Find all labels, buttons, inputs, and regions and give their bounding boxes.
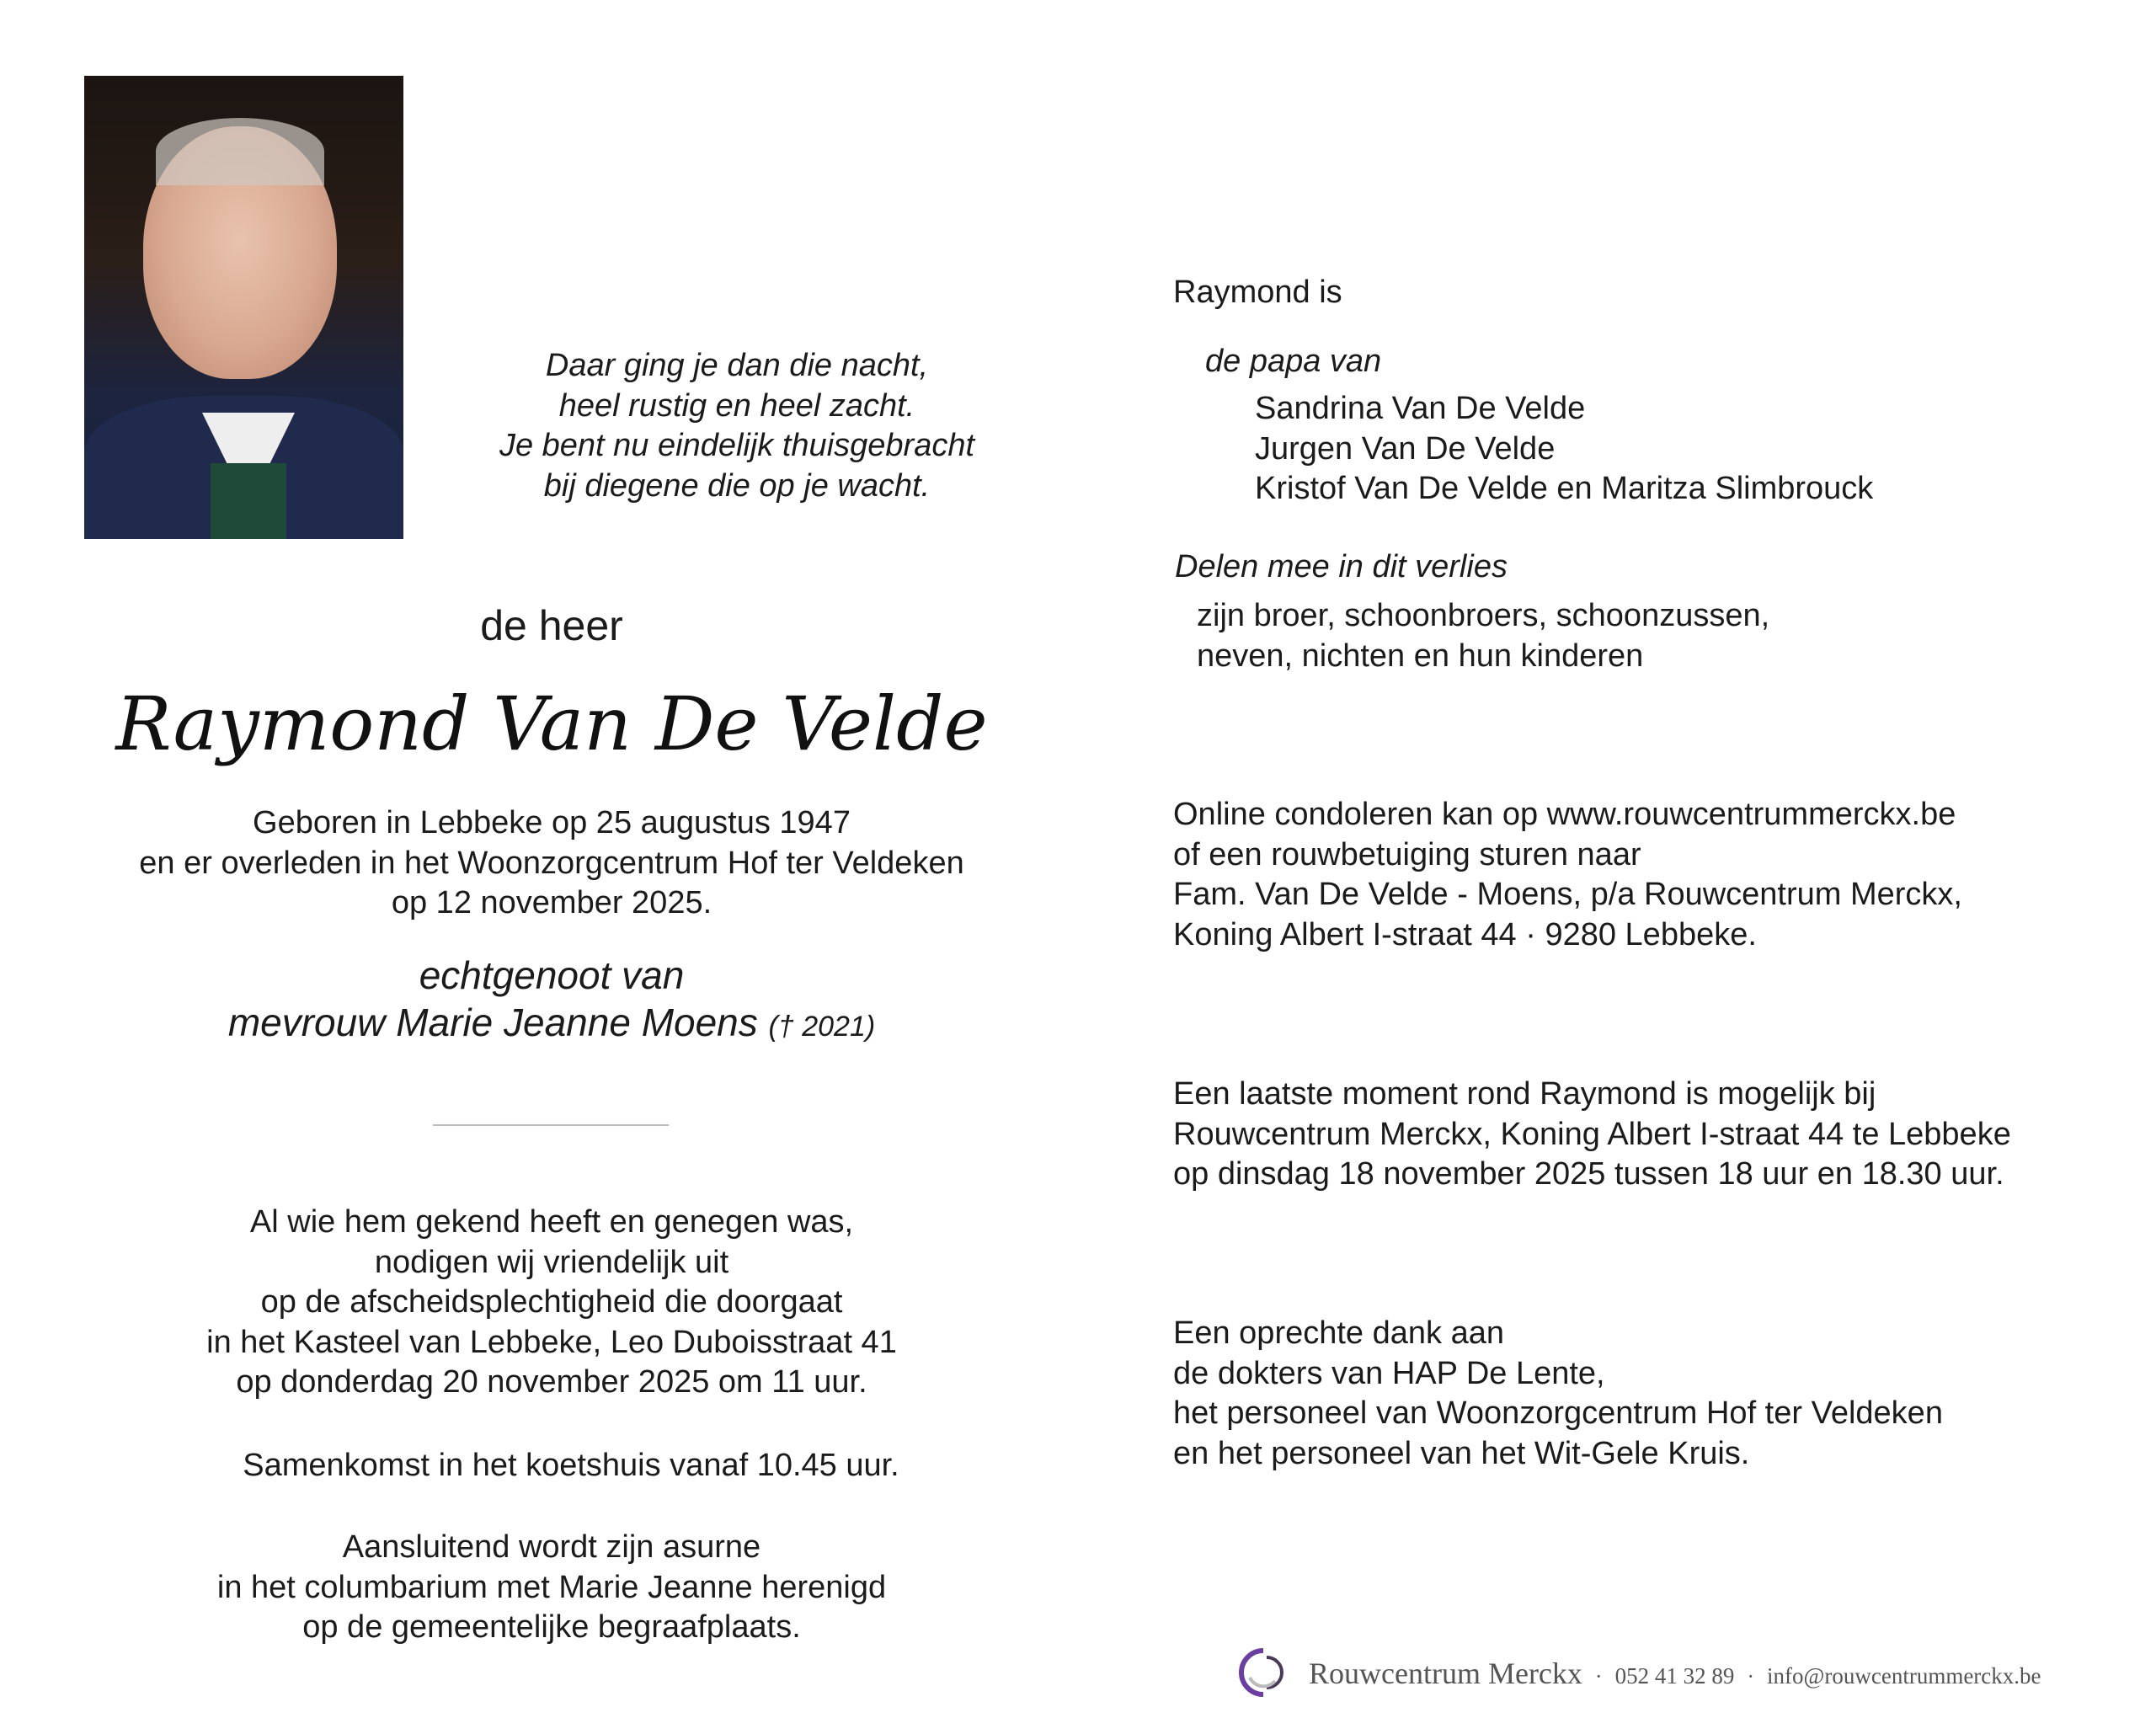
condolences-line: Fam. Van De Velde - Moens, p/a Rouwcentrum Merckx, bbox=[1173, 877, 1962, 913]
viewing-line: Rouwcentrum Merckx, Koning Albert I-straat 44 te Lebbeke bbox=[1173, 1116, 2011, 1152]
ceremony-line: in het Kasteel van Lebbeke, Leo Duboisstraat 41 bbox=[206, 1324, 897, 1360]
children-list bbox=[1255, 389, 1873, 510]
poem-line: Daar ging je dan die nacht, bbox=[545, 348, 929, 383]
ceremony-info bbox=[88, 1203, 1015, 1403]
viewing-line: Een laatste moment rond Raymond is mogelijk bij bbox=[1173, 1076, 1876, 1112]
spouse-name: mevrouw Marie Jeanne Moens bbox=[227, 1000, 758, 1044]
company-phone[interactable]: 052 41 32 89 bbox=[1614, 1663, 1735, 1689]
death-place-line: en er overleden in het Woonzorgcentrum Hof ter Veldeken bbox=[139, 845, 964, 881]
urn-info bbox=[88, 1528, 1015, 1648]
poem-line: heel rustig en heel zacht. bbox=[558, 387, 915, 424]
relatives-line: zijn broer, schoonbroers, schoonzussen, bbox=[1197, 598, 1770, 633]
children-label: de papa van bbox=[1205, 344, 1382, 379]
birth-death-info bbox=[46, 803, 1057, 924]
relatives-line: neven, nichten en hun kinderen bbox=[1197, 638, 1644, 674]
poem-line: Je bent nu eindelijk thuisgebracht bbox=[499, 428, 975, 464]
condolences-line: Online condoleren kan op www.rouwcentrummerckx.be bbox=[1173, 797, 1956, 832]
thanks-line: de dokters van HAP De Lente, bbox=[1173, 1355, 1605, 1391]
separator: · bbox=[1594, 1664, 1603, 1689]
urn-line: op de gemeentelijke begraafplaats. bbox=[302, 1609, 801, 1646]
viewing-line: op dinsdag 18 november 2025 tussen 18 uur en 18.30 uur. bbox=[1173, 1156, 2004, 1192]
viewing-info bbox=[1173, 1075, 2011, 1195]
poem bbox=[400, 346, 1074, 506]
gathering-info: Samenkomst in het koetshuis vanaf 10.45 uur. bbox=[243, 1448, 899, 1483]
thanks-info bbox=[1173, 1314, 1943, 1474]
deceased-name: Raymond Van De Velde bbox=[115, 680, 988, 767]
spouse-intro: echtgenoot van bbox=[419, 953, 685, 997]
company-logo-icon bbox=[1238, 1647, 1289, 1698]
family-intro: Raymond is bbox=[1173, 275, 1342, 310]
ceremony-line: nodigen wij vriendelijk uit bbox=[374, 1244, 729, 1280]
birth-line: Geboren in Lebbeke op 25 augustus 1947 bbox=[253, 805, 851, 840]
title-prefix: de heer bbox=[480, 602, 623, 649]
ceremony-line: Al wie hem gekend heeft en genegen was, bbox=[249, 1204, 854, 1240]
urn-line: in het columbarium met Marie Jeanne herenigd bbox=[216, 1569, 887, 1605]
portrait-photo bbox=[84, 76, 403, 539]
condolences-line: of een rouwbetuiging sturen naar bbox=[1173, 836, 1641, 872]
thanks-line: Een oprechte dank aan bbox=[1173, 1315, 1504, 1351]
child-name: Jurgen Van De Velde bbox=[1255, 430, 1556, 467]
child-name: Sandrina Van De Velde bbox=[1255, 391, 1586, 426]
spouse bbox=[131, 999, 973, 1050]
shirt-detail bbox=[211, 463, 286, 539]
company-email[interactable]: info@rouwcentrummerckx.be bbox=[1767, 1663, 2041, 1689]
death-date-line: op 12 november 2025. bbox=[391, 885, 712, 921]
hair bbox=[156, 118, 324, 185]
ceremony-line: op de afscheidsplechtigheid die doorgaat bbox=[260, 1284, 843, 1321]
thanks-line: het personeel van Woonzorgcentrum Hof ter Veldeken bbox=[1173, 1395, 1943, 1432]
poem-line: bij diegene die op je wacht. bbox=[543, 467, 931, 504]
ceremony-line: op donderdag 20 november 2025 om 11 uur. bbox=[236, 1364, 867, 1401]
relatives-list bbox=[1197, 596, 1769, 676]
child-name: Kristof Van De Velde en Maritza Slimbrouck bbox=[1255, 471, 1874, 507]
separator: · bbox=[1747, 1664, 1755, 1689]
footer-contact bbox=[1309, 1654, 2041, 1696]
urn-line: Aansluitend wordt zijn asurne bbox=[342, 1529, 761, 1565]
condolences-line: Koning Albert I-straat 44 · 9280 Lebbeke. bbox=[1173, 916, 1757, 952]
company-name: Rouwcentrum Merckx bbox=[1309, 1657, 1582, 1690]
spouse-death-note: († 2021) bbox=[768, 1011, 876, 1043]
condolences-info bbox=[1173, 795, 1962, 955]
share-label: Delen mee in dit verlies bbox=[1175, 549, 1508, 584]
divider bbox=[433, 1124, 669, 1126]
thanks-line: en het personeel van het Wit-Gele Kruis. bbox=[1173, 1435, 1750, 1471]
